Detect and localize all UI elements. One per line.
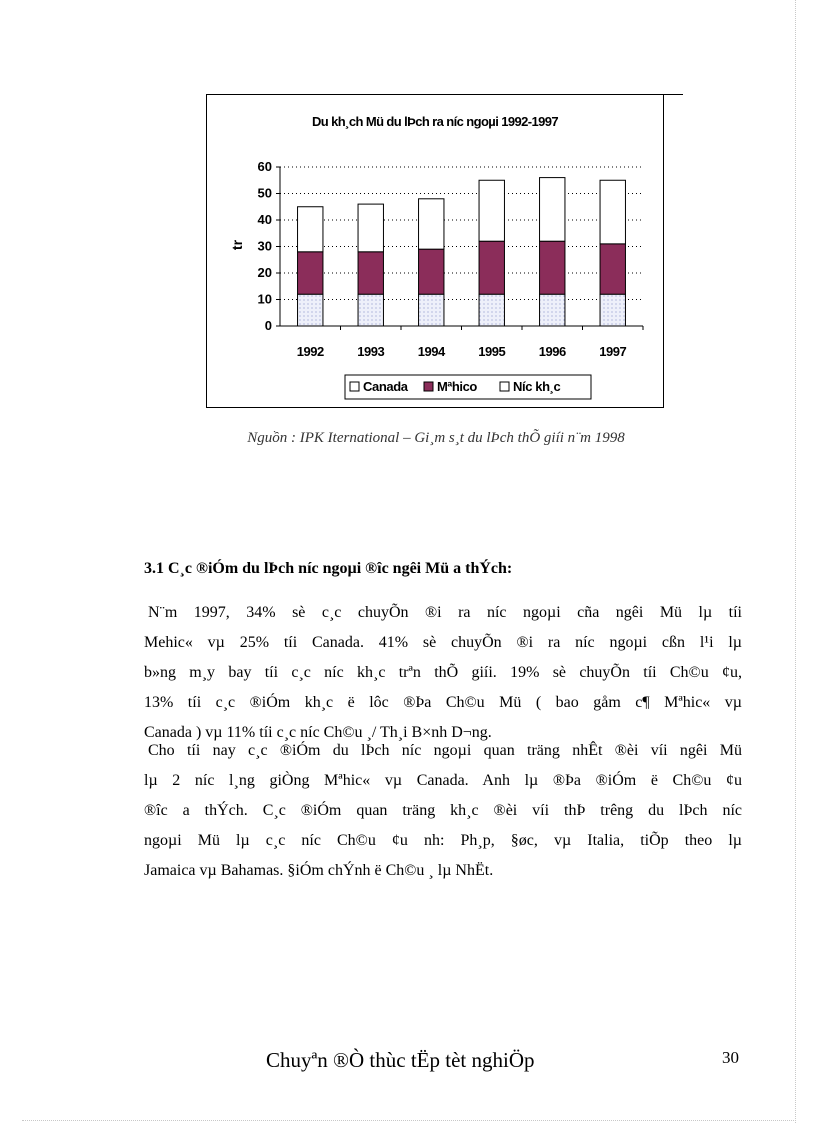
paragraph-line: ®îc a thÝch. C¸c ®iÓm quan träng kh¸c ®èi víi thÞ trêng du lÞch níc — [144, 802, 742, 819]
legend-swatch — [350, 382, 359, 391]
stacked-bar-chart — [207, 95, 663, 407]
bar-segment-canada-1994 — [419, 294, 444, 326]
page-right-border — [795, 0, 796, 1123]
chart-container — [206, 94, 664, 408]
bar-segment-mhico-1993 — [358, 252, 383, 294]
paragraph-line: Cho tíi nay c¸c ®iÓm du lÞch níc ngoµi quan träng nhÊt ®èi víi ngêi Mü — [148, 742, 742, 759]
bar-segment-nckhc-1995 — [479, 180, 504, 241]
bar-segment-nckhc-1994 — [419, 199, 444, 249]
y-tick-label: 0 — [264, 318, 272, 333]
paragraph-line: ngoµi Mü lµ c¸c níc Ch©u ¢u nh: Ph¸p, §øc, vµ Italia, tiÕp theo lµ — [144, 832, 742, 849]
paragraph-line: Canada ) vµ 11% tíi c¸c níc Ch©u ¸/ Th¸i B×nh D¬ng. — [144, 724, 492, 741]
section-heading: 3.1 C¸c ®iÓm du lÞch níc ngoµi ®îc ngêi Mü a thÝch: — [144, 560, 513, 577]
bar-segment-nckhc-1992 — [298, 207, 323, 252]
y-tick-label: 60 — [257, 159, 272, 174]
legend-label: Níc kh¸c — [513, 379, 561, 394]
x-tick-label: 1997 — [599, 344, 627, 359]
chart-source-caption: Nguồn : IPK Iternational – Gi¸m s¸t du lÞch thÕ giíi n¨m 1998 — [247, 430, 625, 446]
x-tick-label: 1996 — [538, 344, 566, 359]
page-number: 30 — [722, 1048, 739, 1067]
x-tick-label: 1992 — [296, 344, 324, 359]
bar-segment-mhico-1994 — [419, 249, 444, 294]
paragraph-1 — [144, 598, 742, 748]
legend-swatch — [500, 382, 509, 391]
y-tick-label: 20 — [257, 265, 272, 280]
paragraph-line: 13% tíi c¸c ®iÓm kh¸c ë lôc ®Þa Ch©u Mü ( bao gåm c¶ Mªhic« vµ — [144, 694, 742, 711]
legend-label: Mªhico — [437, 379, 477, 394]
x-tick-label: 1993 — [357, 344, 385, 359]
legend-swatch — [424, 382, 433, 391]
y-tick-label: 30 — [257, 238, 272, 254]
bar-segment-canada-1996 — [540, 294, 565, 326]
bar-segment-mhico-1997 — [600, 244, 625, 294]
x-tick-label: 1994 — [417, 344, 445, 359]
paragraph-line: N¨m 1997, 34% sè c¸c chuyÕn ®i ra níc ngoµi cña ngêi Mü lµ tíi — [148, 604, 742, 621]
bar-segment-canada-1992 — [298, 294, 323, 326]
bar-segment-mhico-1992 — [298, 252, 323, 294]
paragraph-line: b»ng m¸y bay tíi c¸c níc kh¸c trªn thÕ giíi. 19% sè chuyÕn tíi Ch©u ¢u, — [144, 664, 742, 681]
bar-segment-canada-1995 — [479, 294, 504, 326]
chart-title: Du kh¸ch Mü du lÞch ra níc ngoµi 1992-1997 — [312, 114, 558, 129]
footer-title: Chuyªn ®Ò thùc tËp tèt nghiÖp — [266, 1048, 535, 1072]
y-tick-label: 40 — [257, 212, 272, 227]
bar-segment-nckhc-1997 — [600, 180, 625, 244]
bar-segment-canada-1997 — [600, 294, 625, 326]
bar-segment-mhico-1996 — [540, 241, 565, 294]
header-rule — [663, 94, 683, 95]
paragraph-2 — [144, 736, 742, 886]
bar-segment-nckhc-1996 — [540, 178, 565, 242]
y-axis-label: tr — [229, 239, 245, 251]
y-tick-label: 10 — [257, 291, 272, 307]
y-tick-label: 50 — [257, 185, 272, 201]
x-tick-label: 1995 — [478, 344, 506, 359]
paragraph-line: lµ 2 níc l¸ng giÒng Mªhic« vµ Canada. Anh lµ ®Þa ®iÓm ë Ch©u ¢u — [144, 772, 742, 789]
legend-label: Canada — [363, 379, 408, 394]
bar-segment-canada-1993 — [358, 294, 383, 326]
bar-segment-nckhc-1993 — [358, 204, 383, 252]
page-bottom-border — [22, 1120, 794, 1121]
bar-segment-mhico-1995 — [479, 241, 504, 294]
paragraph-line: Mehic« vµ 25% tíi Canada. 41% sè chuyÕn ®i ra níc ngoµi cßn l¹i lµ — [144, 634, 742, 651]
paragraph-line: Jamaica vµ Bahamas. §iÓm chÝnh ë Ch©u ¸ lµ NhËt. — [144, 862, 494, 879]
